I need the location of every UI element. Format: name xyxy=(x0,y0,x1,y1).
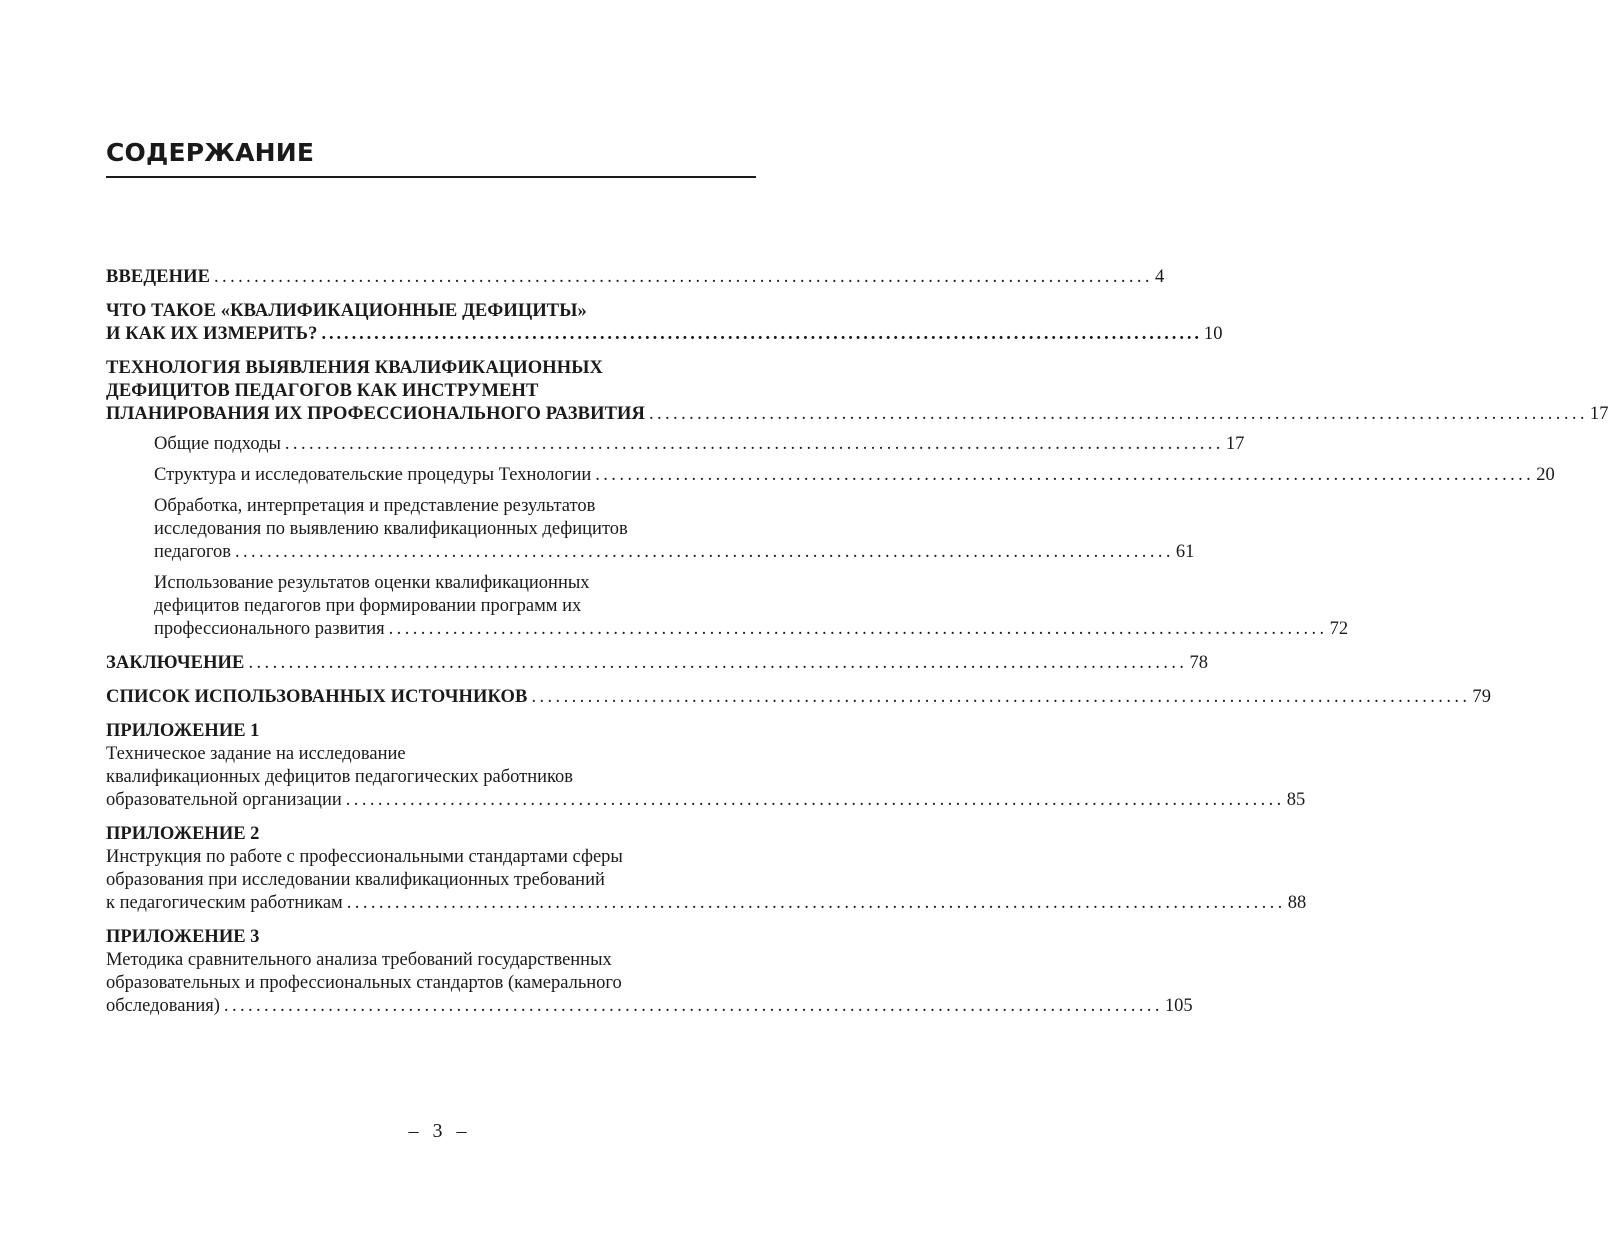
toc-entry-title-line: Использование результатов оценки квалификационных xyxy=(154,573,590,593)
toc-entry-title-line: ЧТО ТАКОЕ «КВАЛИФИКАЦИОННЫЕ ДЕФИЦИТЫ» xyxy=(106,301,587,321)
toc-entry-title-line: Обработка, интерпретация и представление результатов xyxy=(154,496,596,516)
toc-entry-appendix-1[interactable] xyxy=(106,720,1306,812)
toc-page-number: 105 xyxy=(1164,996,1193,1016)
toc-entry-title-line: образовательных и профессиональных стандартов (камерального xyxy=(106,973,622,993)
toc-page-number: 85 xyxy=(1286,790,1306,810)
toc-subentry-structure[interactable] xyxy=(154,464,1555,487)
toc-entry-title-line: Методика сравнительного анализа требований государственных xyxy=(106,950,612,970)
toc-entry-title: Структура и исследовательские процедуры Технологии xyxy=(154,465,592,485)
toc-subentry-general-approaches[interactable] xyxy=(154,433,1245,456)
table-of-contents xyxy=(106,266,1609,1018)
appendix-label: ПРИЛОЖЕНИЕ 3 xyxy=(106,927,260,947)
dot-leader: ..................................................................................................................... xyxy=(214,267,1153,287)
toc-entry-qualification-deficits[interactable] xyxy=(106,300,1223,346)
toc-entry-introduction[interactable] xyxy=(106,266,1165,289)
toc-entry-title-line: образовательной организации xyxy=(106,790,342,810)
toc-page-number: 17 xyxy=(1225,434,1245,454)
toc-page-number: 20 xyxy=(1536,465,1555,485)
page-footer xyxy=(0,1119,875,1143)
toc-entry-title-line: дефицитов педагогов при формировании программ их xyxy=(154,596,582,616)
toc-entry-conclusion[interactable] xyxy=(106,652,1209,675)
toc-page-number: 78 xyxy=(1189,653,1209,673)
toc-entry-title-line: к педагогическим работникам xyxy=(106,893,343,913)
toc-entry-title-line: педагогов xyxy=(154,542,231,562)
toc-entry-title: Общие подходы xyxy=(154,434,281,454)
dot-leader: ..................................................................................................................... xyxy=(234,542,1174,562)
footer-dash-left: – xyxy=(408,1120,419,1142)
toc-entry-title-line: ПЛАНИРОВАНИЯ ИХ ПРОФЕССИОНАЛЬНОГО РАЗВИТИЯ xyxy=(106,404,645,424)
dot-leader: ..................................................................................................................... xyxy=(648,404,1588,424)
toc-entry-appendix-2[interactable] xyxy=(106,823,1307,915)
toc-page-number: 88 xyxy=(1287,893,1307,913)
toc-entry-title: СПИСОК ИСПОЛЬЗОВАННЫХ ИСТОЧНИКОВ xyxy=(106,687,528,707)
footer-dash-right: – xyxy=(456,1120,467,1142)
toc-entry-references[interactable] xyxy=(106,686,1492,709)
dot-leader: ..................................................................................................................... xyxy=(595,465,1535,485)
dot-leader: ..................................................................................................................... xyxy=(321,324,1202,344)
toc-subentry-processing[interactable] xyxy=(154,495,1195,564)
toc-page-number: 17 xyxy=(1589,404,1609,424)
dot-leader: ..................................................................................................................... xyxy=(223,996,1163,1016)
page-number: 3 xyxy=(432,1120,443,1142)
dot-leader: ..................................................................................................................... xyxy=(248,653,1188,673)
toc-page-number: 4 xyxy=(1154,267,1165,287)
title-divider xyxy=(106,176,756,178)
dot-leader: ..................................................................................................................... xyxy=(345,790,1285,810)
page-title: СОДЕРЖАНИЕ xyxy=(106,138,315,167)
toc-entry-title-line: Техническое задание на исследование xyxy=(106,744,406,764)
appendix-label: ПРИЛОЖЕНИЕ 2 xyxy=(106,824,260,844)
toc-entry-title-line: ТЕХНОЛОГИЯ ВЫЯВЛЕНИЯ КВАЛИФИКАЦИОННЫХ xyxy=(106,358,603,378)
toc-entry-title-line: обследования) xyxy=(106,996,220,1016)
appendix-label: ПРИЛОЖЕНИЕ 1 xyxy=(106,721,260,741)
dot-leader: ..................................................................................................................... xyxy=(346,893,1286,913)
toc-page-number: 10 xyxy=(1203,324,1223,344)
toc-subentry-usage[interactable] xyxy=(154,572,1349,641)
toc-entry-appendix-3[interactable] xyxy=(106,926,1193,1018)
dot-leader: ..................................................................................................................... xyxy=(284,434,1224,454)
toc-entry-title: ВВЕДЕНИЕ xyxy=(106,267,211,287)
toc-entry-title-line: И КАК ИХ ИЗМЕРИТЬ? xyxy=(106,324,318,344)
toc-entry-title-line: Инструкция по работе с профессиональными стандартами сферы xyxy=(106,847,623,867)
toc-entry-title-line: образования при исследовании квалификационных требований xyxy=(106,870,605,890)
toc-entry-title-line: ДЕФИЦИТОВ ПЕДАГОГОВ КАК ИНСТРУМЕНТ xyxy=(106,381,539,401)
toc-entry-title-line: профессионального развития xyxy=(154,619,385,639)
dot-leader: ..................................................................................................................... xyxy=(388,619,1328,639)
toc-entry-title: ЗАКЛЮЧЕНИЕ xyxy=(106,653,245,673)
toc-page-number: 79 xyxy=(1472,687,1492,707)
dot-leader: ..................................................................................................................... xyxy=(531,687,1471,707)
toc-page-number: 72 xyxy=(1329,619,1349,639)
toc-page-number: 61 xyxy=(1175,542,1195,562)
toc-entry-technology[interactable] xyxy=(106,357,1609,426)
toc-entry-title-line: исследования по выявлению квалификационных дефицитов xyxy=(154,519,628,539)
toc-entry-title-line: квалификационных дефицитов педагогических работников xyxy=(106,767,574,787)
